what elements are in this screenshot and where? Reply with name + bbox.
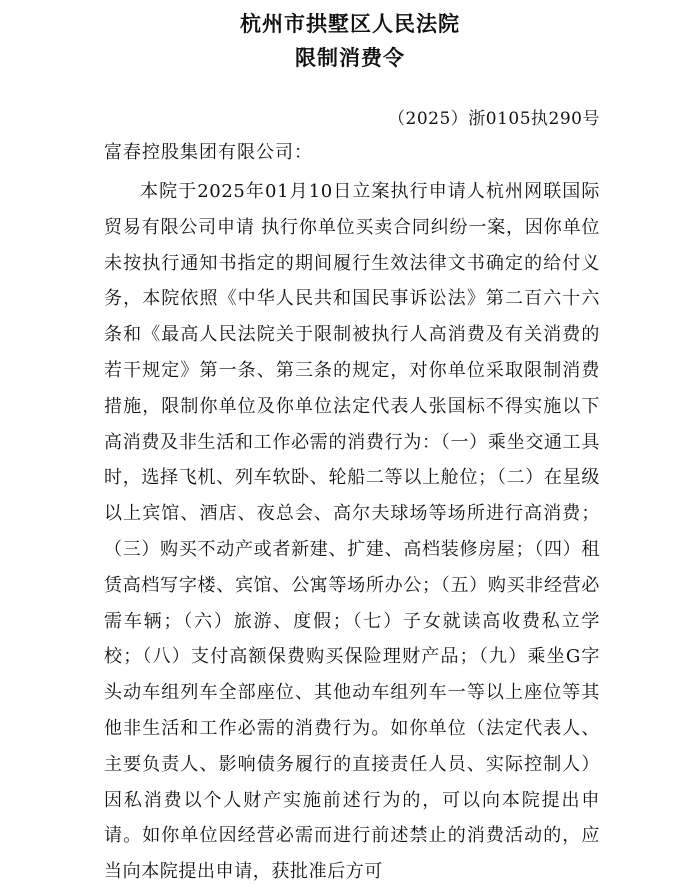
order-body-paragraph: 本院于2025年01月10日立案执行申请人杭州网联国际贸易有限公司申请 执行你单位买卖合同纠纷一案，因你单位未按执行通知书指定的期间履行生效法律文书确定的给付义务，本院依照《中华人民共和国民事诉讼法》第二百六十六条和《最高人民法院关于限制被执行人高消费及有关消费的若干规定》第一条、第三条的规定，对你单位采取限制消费措施，限制你单位及你单位法定代表人张国标不得实施以下高消费及非生活和工作必需的消费行为：（一）乘坐交通工具时，选择飞机、列车软卧、轮船二等以上舱位；（二）在星级以上宾馆、酒店、夜总会、高尔夫球场等场所进行高消费；（三）购买不动产或者新建、扩建、高档装修房屋；（四）租赁高档写字楼、宾馆、公寓等场所办公；（五）购买非经营必需车辆；（六）旅游、度假；（七）子女就读高收费私立学校；（八）支付高额保费购买保险理财产品；（九）乘坐G字头动车组列车全部座位、其他动车组列车一等以上座位等其他非生活和工作必需的消费行为。如你单位（法定代表人、主要负责人、影响债务履行的直接责任人员、实际控制人）因私消费以个人财产实施前述行为的，可以向本院提出申请。如你单位因经营必需而进行前述禁止的消费活动的，应当向本院提出申请，获批准后方可 — [104, 181, 600, 883]
court-name: 杭州市拱墅区人民法院 — [240, 12, 460, 36]
addressee: 富春控股集团有限公司： — [104, 142, 313, 163]
order-title: 限制消费令 — [295, 46, 405, 70]
case-number: （2025）浙0105执290号 — [388, 109, 600, 129]
